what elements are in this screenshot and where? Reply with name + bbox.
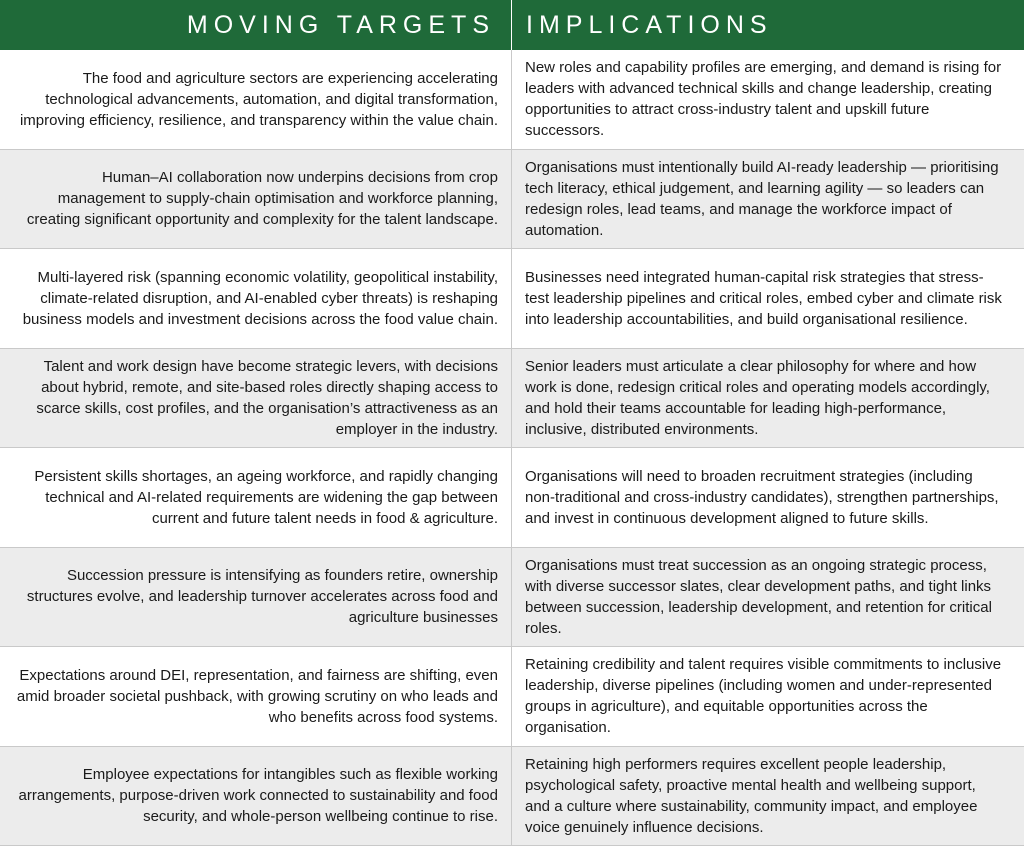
target-cell-7: Expectations around DEI, representation, and fairness are shifting, even amid broader societal pushback, with growing scrutiny on who leads and who benefits across food systems. bbox=[0, 647, 512, 747]
target-cell-8: Employee expectations for intangibles such as flexible working arrangements, purpose-driven work connected to sustainability and food security, and whole-person wellbeing continue to rise. bbox=[0, 747, 512, 846]
implication-cell-6: Organisations must treat succession as an ongoing strategic process, with diverse successor slates, clear development paths, and tight links between succession, leadership development, and retention for critical roles. bbox=[512, 548, 1024, 648]
target-cell-4: Talent and work design have become strategic levers, with decisions about hybrid, remote, and site-based roles directly shaping access to scarce skills, cost profiles, and the organisation’s attractiveness as an employer in the industry. bbox=[0, 349, 512, 449]
target-cell-6: Succession pressure is intensifying as founders retire, ownership structures evolve, and leadership turnover accelerates across food and agriculture businesses bbox=[0, 548, 512, 648]
implication-cell-4: Senior leaders must articulate a clear philosophy for where and how work is done, redesign critical roles and operating models accordingly, and hold their teams accountable for leading high-performance, inclusive, distributed environments. bbox=[512, 349, 1024, 449]
implication-cell-3: Businesses need integrated human-capital risk strategies that stress-test leadership pipelines and critical roles, embed cyber and climate risk into leadership accountabilities, and build organisational resilience. bbox=[512, 249, 1024, 349]
target-cell-1: The food and agriculture sectors are experiencing accelerating technological advancements, automation, and digital transformation, improving efficiency, resilience, and transparency within the value chain. bbox=[0, 50, 512, 150]
implications-header: IMPLICATIONS bbox=[512, 0, 1024, 50]
implication-cell-8: Retaining high performers requires excellent people leadership, psychological safety, proactive mental health and wellbeing support, and a culture where sustainability, community impact, and employee voice genuinely influence decisions. bbox=[512, 747, 1024, 846]
implication-cell-1: New roles and capability profiles are emerging, and demand is rising for leaders with advanced technical skills and change leadership, creating opportunities to attract cross-industry talent and upskill future successors. bbox=[512, 50, 1024, 150]
implication-cell-2: Organisations must intentionally build AI-ready leadership — prioritising tech literacy, ethical judgement, and learning agility — so leaders can redesign roles, lead teams, and manage the workforce impact of automation. bbox=[512, 150, 1024, 250]
target-cell-2: Human–AI collaboration now underpins decisions from crop management to supply-chain optimisation and workforce planning, creating significant opportunity and complexity for the talent landscape. bbox=[0, 150, 512, 250]
target-cell-5: Persistent skills shortages, an ageing workforce, and rapidly changing technical and AI-related requirements are widening the gap between current and future talent needs in food & agriculture. bbox=[0, 448, 512, 548]
implication-cell-7: Retaining credibility and talent requires visible commitments to inclusive leadership, diverse pipelines (including women and under-represented groups in agriculture), and equitable opportunities across the organisation. bbox=[512, 647, 1024, 747]
target-cell-3: Multi-layered risk (spanning economic volatility, geopolitical instability, climate-related disruption, and AI-enabled cyber threats) is reshaping business models and investment decisions across the food value chain. bbox=[0, 249, 512, 349]
moving-targets-header: MOVING TARGETS bbox=[0, 0, 512, 50]
implication-cell-5: Organisations will need to broaden recruitment strategies (including non-traditional and cross-industry candidates), strengthen partnerships, and invest in continuous development aligned to future skills. bbox=[512, 448, 1024, 548]
